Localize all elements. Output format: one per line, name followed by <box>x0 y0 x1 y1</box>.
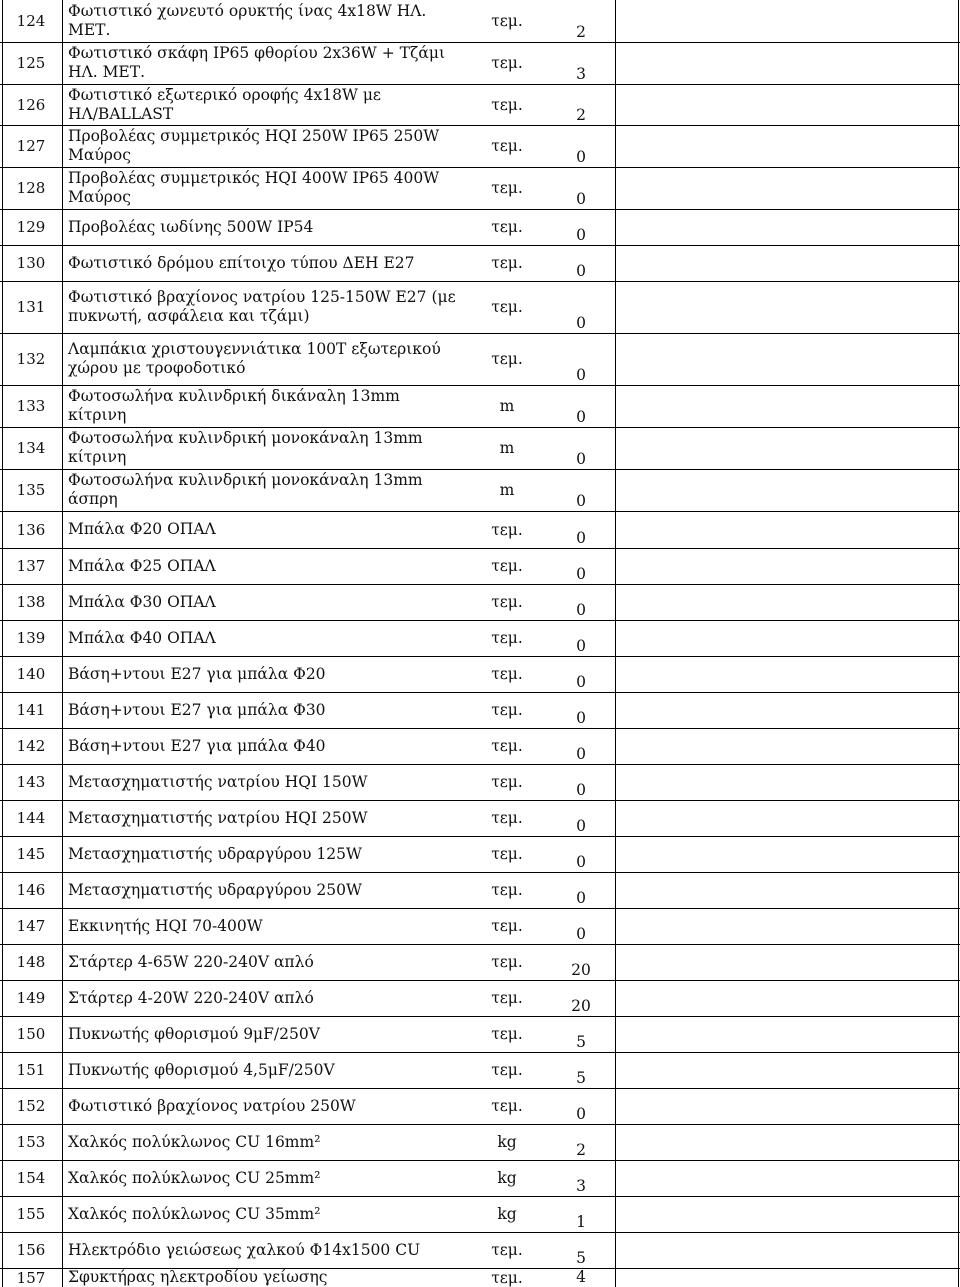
item-description: Χαλκός πολύκλωνος CU 25mm² <box>68 1168 321 1187</box>
item-quantity: 0 <box>576 817 586 835</box>
item-quantity: 1 <box>576 1213 586 1231</box>
item-description: Μετασχηματιστής νατρίου HQI 250W <box>68 808 368 827</box>
item-number: 154 <box>16 1169 46 1187</box>
item-unit: kg <box>497 1205 517 1223</box>
item-quantity: 2 <box>576 1141 586 1159</box>
row-divider <box>0 764 960 765</box>
item-unit: τεμ. <box>491 1268 523 1287</box>
item-unit: τεμ. <box>491 629 523 647</box>
item-description: Ηλεκτρόδιο γειώσεως χαλκού Φ14x1500 CU <box>68 1240 421 1259</box>
row-divider <box>0 1268 960 1269</box>
table-row <box>0 1268 960 1287</box>
column-divider <box>2 0 3 1287</box>
item-number: 152 <box>16 1097 46 1115</box>
row-divider <box>0 944 960 945</box>
column-divider <box>62 0 63 1287</box>
table-row <box>0 427 960 469</box>
row-divider <box>0 872 960 873</box>
item-unit: τεμ. <box>491 1241 523 1259</box>
item-unit: τεμ. <box>491 593 523 611</box>
item-number: 129 <box>16 218 46 236</box>
item-quantity: 3 <box>576 1177 586 1195</box>
row-divider <box>0 511 960 512</box>
row-divider <box>0 692 960 693</box>
table-row <box>0 1052 960 1088</box>
item-unit: τεμ. <box>491 179 523 197</box>
table-row <box>0 584 960 620</box>
item-description: Μετασχηματιστής υδραργύρου 250W <box>68 880 362 899</box>
item-number: 137 <box>16 557 46 575</box>
row-divider <box>0 1052 960 1053</box>
item-quantity: 0 <box>576 709 586 727</box>
item-description: Φωτοσωλήνα κυλινδρική μονοκάναλη 13mm κίτρινη <box>68 429 423 466</box>
item-number: 132 <box>16 350 46 368</box>
item-unit: τεμ. <box>491 773 523 791</box>
item-quantity: 0 <box>576 889 586 907</box>
item-quantity: 20 <box>571 997 591 1015</box>
item-unit: kg <box>497 1133 517 1151</box>
table-row <box>0 1088 960 1124</box>
item-number: 151 <box>16 1061 46 1079</box>
item-number: 136 <box>16 520 46 539</box>
item-unit: τεμ. <box>491 54 523 72</box>
item-description: Πυκνωτής φθορισμού 4,5μF/250V <box>68 1060 335 1079</box>
item-quantity: 0 <box>576 637 586 655</box>
table-row <box>0 1016 960 1052</box>
item-quantity: 0 <box>576 529 586 547</box>
item-description: Φωτιστικό βραχίονος νατρίου 125-150W E27 (με πυκνωτή, ασφάλεια και τζάμι) <box>68 288 456 325</box>
row-divider <box>0 908 960 909</box>
row-divider <box>0 620 960 621</box>
item-description: Μπάλα Φ30 ΟΠΑΛ <box>68 592 216 611</box>
item-number: 153 <box>16 1133 46 1151</box>
row-divider <box>0 84 960 85</box>
table-row <box>0 692 960 728</box>
item-unit: τεμ. <box>491 665 523 683</box>
item-number: 127 <box>16 137 46 155</box>
item-quantity: 2 <box>576 23 586 41</box>
row-divider <box>0 1016 960 1017</box>
row-divider <box>0 656 960 657</box>
item-quantity: 0 <box>576 781 586 799</box>
item-description: Πυκνωτής φθορισμού 9μF/250V <box>68 1024 320 1043</box>
item-quantity: 0 <box>576 190 586 208</box>
table-row <box>0 167 960 209</box>
item-description: Βάση+ντουι Ε27 για μπάλα Φ20 <box>68 664 326 683</box>
item-number: 144 <box>16 809 46 827</box>
item-unit: τεμ. <box>491 350 523 368</box>
item-description: Σφυκτήρας ηλεκτροδίου γείωσης <box>68 1268 328 1286</box>
item-unit: τεμ. <box>491 1025 523 1043</box>
item-unit: τεμ. <box>491 520 523 539</box>
table-row <box>0 656 960 692</box>
row-divider <box>0 245 960 246</box>
item-quantity: 20 <box>571 961 591 979</box>
item-quantity: 0 <box>576 262 586 280</box>
item-description: Χαλκός πολύκλωνος CU 16mm² <box>68 1132 321 1151</box>
item-description: Βάση+ντουι Ε27 για μπάλα Φ30 <box>68 700 326 719</box>
item-description: Φωτιστικό βραχίονος νατρίου 250W <box>68 1096 356 1115</box>
item-number: 147 <box>16 917 46 935</box>
item-number: 134 <box>16 439 46 457</box>
column-divider <box>958 0 959 1287</box>
row-divider <box>0 728 960 729</box>
row-divider <box>0 1232 960 1233</box>
table-row <box>0 980 960 1016</box>
row-divider <box>0 42 960 43</box>
item-description: Στάρτερ 4-65W 220-240V απλό <box>68 952 314 971</box>
row-divider <box>0 469 960 470</box>
table-row <box>0 548 960 584</box>
item-number: 148 <box>16 953 46 971</box>
item-unit: m <box>499 397 515 415</box>
table-row <box>0 908 960 944</box>
item-quantity: 2 <box>576 106 586 124</box>
table-row <box>0 511 960 548</box>
table-row <box>0 872 960 908</box>
table-row <box>0 209 960 245</box>
item-unit: τεμ. <box>491 917 523 935</box>
item-description: Στάρτερ 4-20W 220-240V απλό <box>68 988 314 1007</box>
row-divider <box>0 1088 960 1089</box>
item-quantity: 0 <box>576 226 586 244</box>
item-unit: τεμ. <box>491 95 523 114</box>
item-unit: τεμ. <box>491 218 523 236</box>
row-divider <box>0 1124 960 1125</box>
item-unit: τεμ. <box>491 845 523 863</box>
item-unit: kg <box>497 1169 517 1187</box>
column-divider <box>615 0 616 1287</box>
row-divider <box>0 836 960 837</box>
table-row <box>0 125 960 167</box>
item-unit: τεμ. <box>491 298 523 316</box>
item-description: Χαλκός πολύκλωνος CU 35mm² <box>68 1204 321 1223</box>
item-number: 138 <box>16 593 46 611</box>
item-number: 146 <box>16 881 46 899</box>
table-row <box>0 1160 960 1196</box>
table-row <box>0 1196 960 1232</box>
item-number: 142 <box>16 737 46 755</box>
row-divider <box>0 980 960 981</box>
table-row <box>0 764 960 800</box>
row-divider <box>0 584 960 585</box>
item-unit: τεμ. <box>491 12 523 30</box>
item-unit: m <box>499 481 515 499</box>
item-number: 124 <box>16 12 46 30</box>
table-row <box>0 385 960 427</box>
item-number: 128 <box>16 179 46 197</box>
item-number: 140 <box>16 665 46 683</box>
item-unit: τεμ. <box>491 953 523 971</box>
item-quantity: 0 <box>576 601 586 619</box>
item-description: Μετασχηματιστής υδραργύρου 125W <box>68 844 362 863</box>
item-number: 155 <box>16 1205 46 1223</box>
item-description: Φωτιστικό χωνευτό ορυκτής ίνας 4x18W ΗΛ. ΜΕΤ. <box>68 2 427 39</box>
item-quantity: 0 <box>576 745 586 763</box>
item-number: 145 <box>16 845 46 863</box>
row-divider <box>0 548 960 549</box>
item-description: Προβολέας ιωδίνης 500W IP54 <box>68 217 314 236</box>
item-description: Φωτιστικό εξωτερικό οροφής 4x18W με ΗΛ/BALLAST <box>68 85 381 123</box>
row-divider <box>0 385 960 386</box>
item-description: Εκκινητής HQI 70-400W <box>68 916 263 935</box>
table-row <box>0 836 960 872</box>
item-number: 135 <box>16 481 46 499</box>
row-divider <box>0 125 960 126</box>
item-number: 143 <box>16 773 46 791</box>
table-row <box>0 245 960 281</box>
table-row <box>0 469 960 511</box>
item-number: 150 <box>16 1025 46 1043</box>
item-description: Φωτοσωλήνα κυλινδρική μονοκάναλη 13mm άσπρη <box>68 471 423 508</box>
item-unit: τεμ. <box>491 557 523 575</box>
row-divider <box>0 209 960 210</box>
item-description: Προβολέας συμμετρικός HQI 400W IP65 400W Μαύρος <box>68 169 440 206</box>
item-number: 130 <box>16 254 46 272</box>
item-quantity: 5 <box>576 1033 586 1051</box>
item-number: 125 <box>16 54 46 72</box>
table-row <box>0 620 960 656</box>
table-row <box>0 944 960 980</box>
item-description: Μπάλα Φ20 ΟΠΑΛ <box>68 520 216 538</box>
item-quantity: 5 <box>576 1069 586 1087</box>
table-row <box>0 728 960 764</box>
item-number: 156 <box>16 1241 46 1259</box>
item-number: 157 <box>16 1268 46 1287</box>
row-divider <box>0 167 960 168</box>
row-divider <box>0 1196 960 1197</box>
item-description: Λαμπάκια χριστουγεννιάτικα 100Τ εξωτερικού χώρου με τροφοδοτικό <box>68 340 441 377</box>
item-unit: m <box>499 439 515 457</box>
item-quantity: 0 <box>576 408 586 426</box>
table-row <box>0 281 960 333</box>
item-quantity: 4 <box>576 1268 586 1286</box>
item-unit: τεμ. <box>491 809 523 827</box>
row-divider <box>0 800 960 801</box>
row-divider <box>0 281 960 282</box>
item-description: Μετασχηματιστής νατρίου HQI 150W <box>68 772 368 791</box>
item-quantity: 3 <box>576 65 586 83</box>
item-unit: τεμ. <box>491 737 523 755</box>
item-description: Φωτιστικό δρόμου επίτοιχο τύπου ΔΕΗ Ε27 <box>68 253 415 272</box>
row-divider <box>0 1160 960 1161</box>
table-row <box>0 1124 960 1160</box>
table-row <box>0 42 960 84</box>
item-number: 126 <box>16 95 46 114</box>
item-number: 139 <box>16 629 46 647</box>
item-quantity: 0 <box>576 366 586 384</box>
item-quantity: 0 <box>576 853 586 871</box>
table-row <box>0 333 960 385</box>
item-number: 131 <box>16 298 46 316</box>
item-quantity: 0 <box>576 1105 586 1123</box>
item-description: Μπάλα Φ40 ΟΠΑΛ <box>68 628 216 647</box>
table-row <box>0 84 960 125</box>
item-quantity: 5 <box>576 1249 586 1267</box>
table-row <box>0 0 960 42</box>
item-quantity: 0 <box>576 492 586 510</box>
item-description: Προβολέας συμμετρικός HQI 250W IP65 250W Μαύρος <box>68 127 440 164</box>
row-divider <box>0 427 960 428</box>
item-unit: τεμ. <box>491 1061 523 1079</box>
item-description: Φωτιστικό σκάφη IP65 φθορίου 2x36W + Τζάμι ΗΛ. ΜΕΤ. <box>68 44 446 81</box>
item-quantity: 0 <box>576 450 586 468</box>
item-description: Φωτοσωλήνα κυλινδρική δικάναλη 13mm κίτρινη <box>68 387 400 424</box>
item-unit: τεμ. <box>491 137 523 155</box>
item-quantity: 0 <box>576 148 586 166</box>
item-description: Μπάλα Φ25 ΟΠΑΛ <box>68 556 216 575</box>
item-number: 141 <box>16 701 46 719</box>
row-divider <box>0 333 960 334</box>
item-unit: τεμ. <box>491 881 523 899</box>
item-quantity: 0 <box>576 314 586 332</box>
item-unit: τεμ. <box>491 1097 523 1115</box>
table-row <box>0 1232 960 1268</box>
item-number: 149 <box>16 989 46 1007</box>
item-number: 133 <box>16 397 46 415</box>
item-quantity: 0 <box>576 565 586 583</box>
item-quantity: 0 <box>576 925 586 943</box>
item-unit: τεμ. <box>491 701 523 719</box>
item-unit: τεμ. <box>491 989 523 1007</box>
item-description: Βάση+ντουι Ε27 για μπάλα Φ40 <box>68 736 326 755</box>
table-row <box>0 800 960 836</box>
item-quantity: 0 <box>576 673 586 691</box>
item-unit: τεμ. <box>491 254 523 272</box>
